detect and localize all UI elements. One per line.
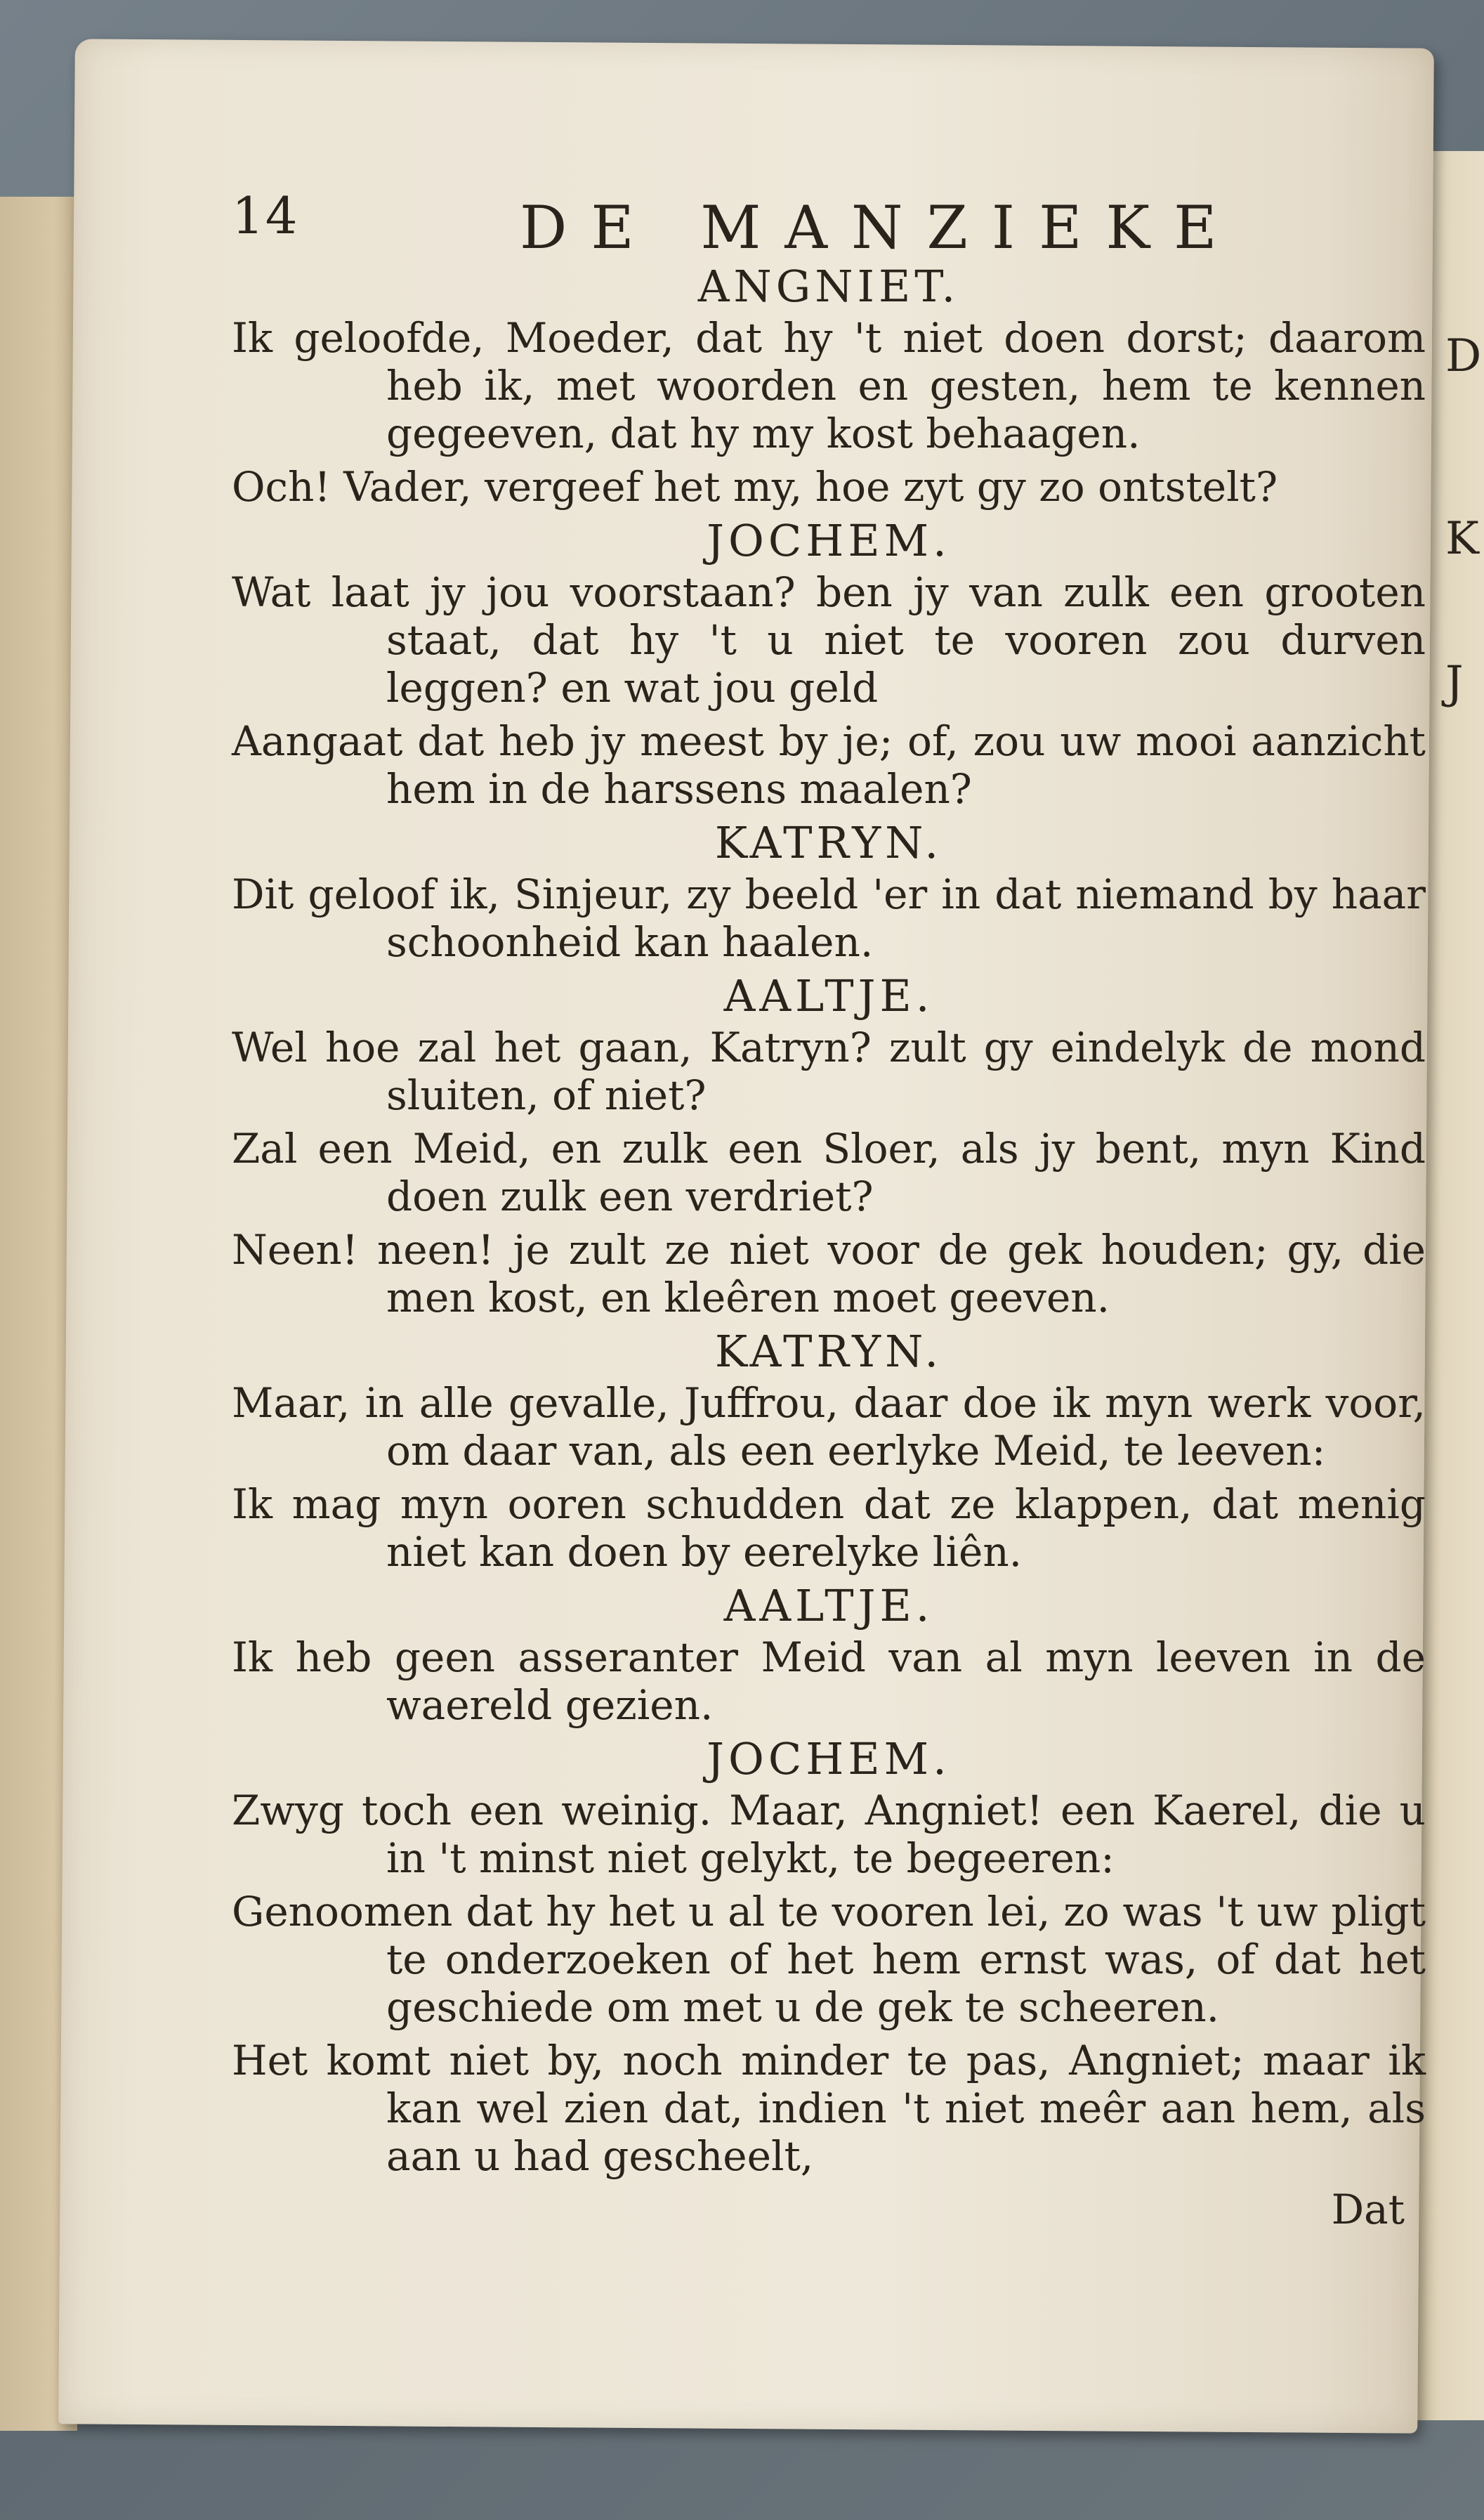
page-text: [232, 151, 1426, 2233]
facing-page-fragment: J: [1445, 657, 1464, 709]
speech-line: Wat laat jy jou voorstaan? ben jy van zulk een grooten staat, dat hy 't u niet te vooren zou durven leggen? en wat jou geld: [232, 568, 1426, 712]
speaker-name: JOCHEM.: [707, 515, 951, 566]
speech-line: Wel hoe zal het gaan, Katryn? zult gy eindelyk de mond sluiten, of niet?: [232, 1024, 1426, 1119]
running-title: DE MANZIEKE: [520, 193, 1241, 262]
page-number: 14: [232, 186, 299, 245]
speech-line: Ik mag myn ooren schudden dat ze klappen, dat menig niet kan doen by eerelyke liên.: [232, 1480, 1426, 1576]
speaker-name: KATRYN.: [714, 1326, 943, 1377]
speech-line: Zwyg toch een weinig. Maar, Angniet! een Kaerel, die u in 't minst niet gelykt, te begeeren:: [232, 1787, 1426, 1882]
speaker-name: AALTJE.: [723, 1580, 934, 1631]
facing-page-fragment: D: [1445, 330, 1482, 382]
speech-line: Genoomen dat hy het u al te vooren lei, zo was 't uw pligt te onderzoeken of het hem ernst was, of dat het geschiede om met u de gek te scheeren.: [232, 1888, 1426, 2031]
speech-line: Neen! neen! je zult ze niet voor de gek houden; gy, die men kost, en kleêren moet geeven.: [232, 1226, 1426, 1321]
speech-line: Dit geloof ik, Sinjeur, zy beeld 'er in dat niemand by haar schoonheid kan haalen.: [232, 870, 1426, 966]
speaker-name: AALTJE.: [723, 970, 934, 1021]
speech-line: Zal een Meid, en zulk een Sloer, als jy bent, myn Kind doen zulk een verdriet?: [232, 1125, 1426, 1220]
speaker-name: KATRYN.: [714, 817, 943, 868]
speaker-name: ANGNIET.: [697, 261, 960, 312]
play-text: [232, 263, 1426, 2180]
speaker-name: JOCHEM.: [707, 1733, 951, 1784]
catchword: Dat: [1331, 2186, 1405, 2233]
running-head: [232, 151, 1426, 262]
speech-line: Ik geloofde, Moeder, dat hy 't niet doen dorst; daarom heb ik, met woorden en gesten, hem te kennen gegeeven, dat hy my kost behaagen.: [232, 314, 1426, 457]
speech-line: Het komt niet by, noch minder te pas, Angniet; maar ik kan wel zien dat, indien 't niet meêr aan hem, als aan u had gescheelt,: [232, 2037, 1426, 2180]
facing-page-fragment: K: [1445, 513, 1479, 565]
speech-line: Maar, in alle gevalle, Juffrou, daar doe ik myn werk voor, om daar van, als een eerlyke Meid, te leeven:: [232, 1379, 1426, 1475]
speech-line: Aangaat dat heb jy meest by je; of, zou uw mooi aanzicht hem in de harssens maalen?: [232, 717, 1426, 813]
speech-line: Ik heb geen asseranter Meid van al myn leeven in de waereld gezien.: [232, 1633, 1426, 1729]
speech-line: Och! Vader, vergeef het my, hoe zyt gy zo ontstelt?: [232, 463, 1278, 511]
